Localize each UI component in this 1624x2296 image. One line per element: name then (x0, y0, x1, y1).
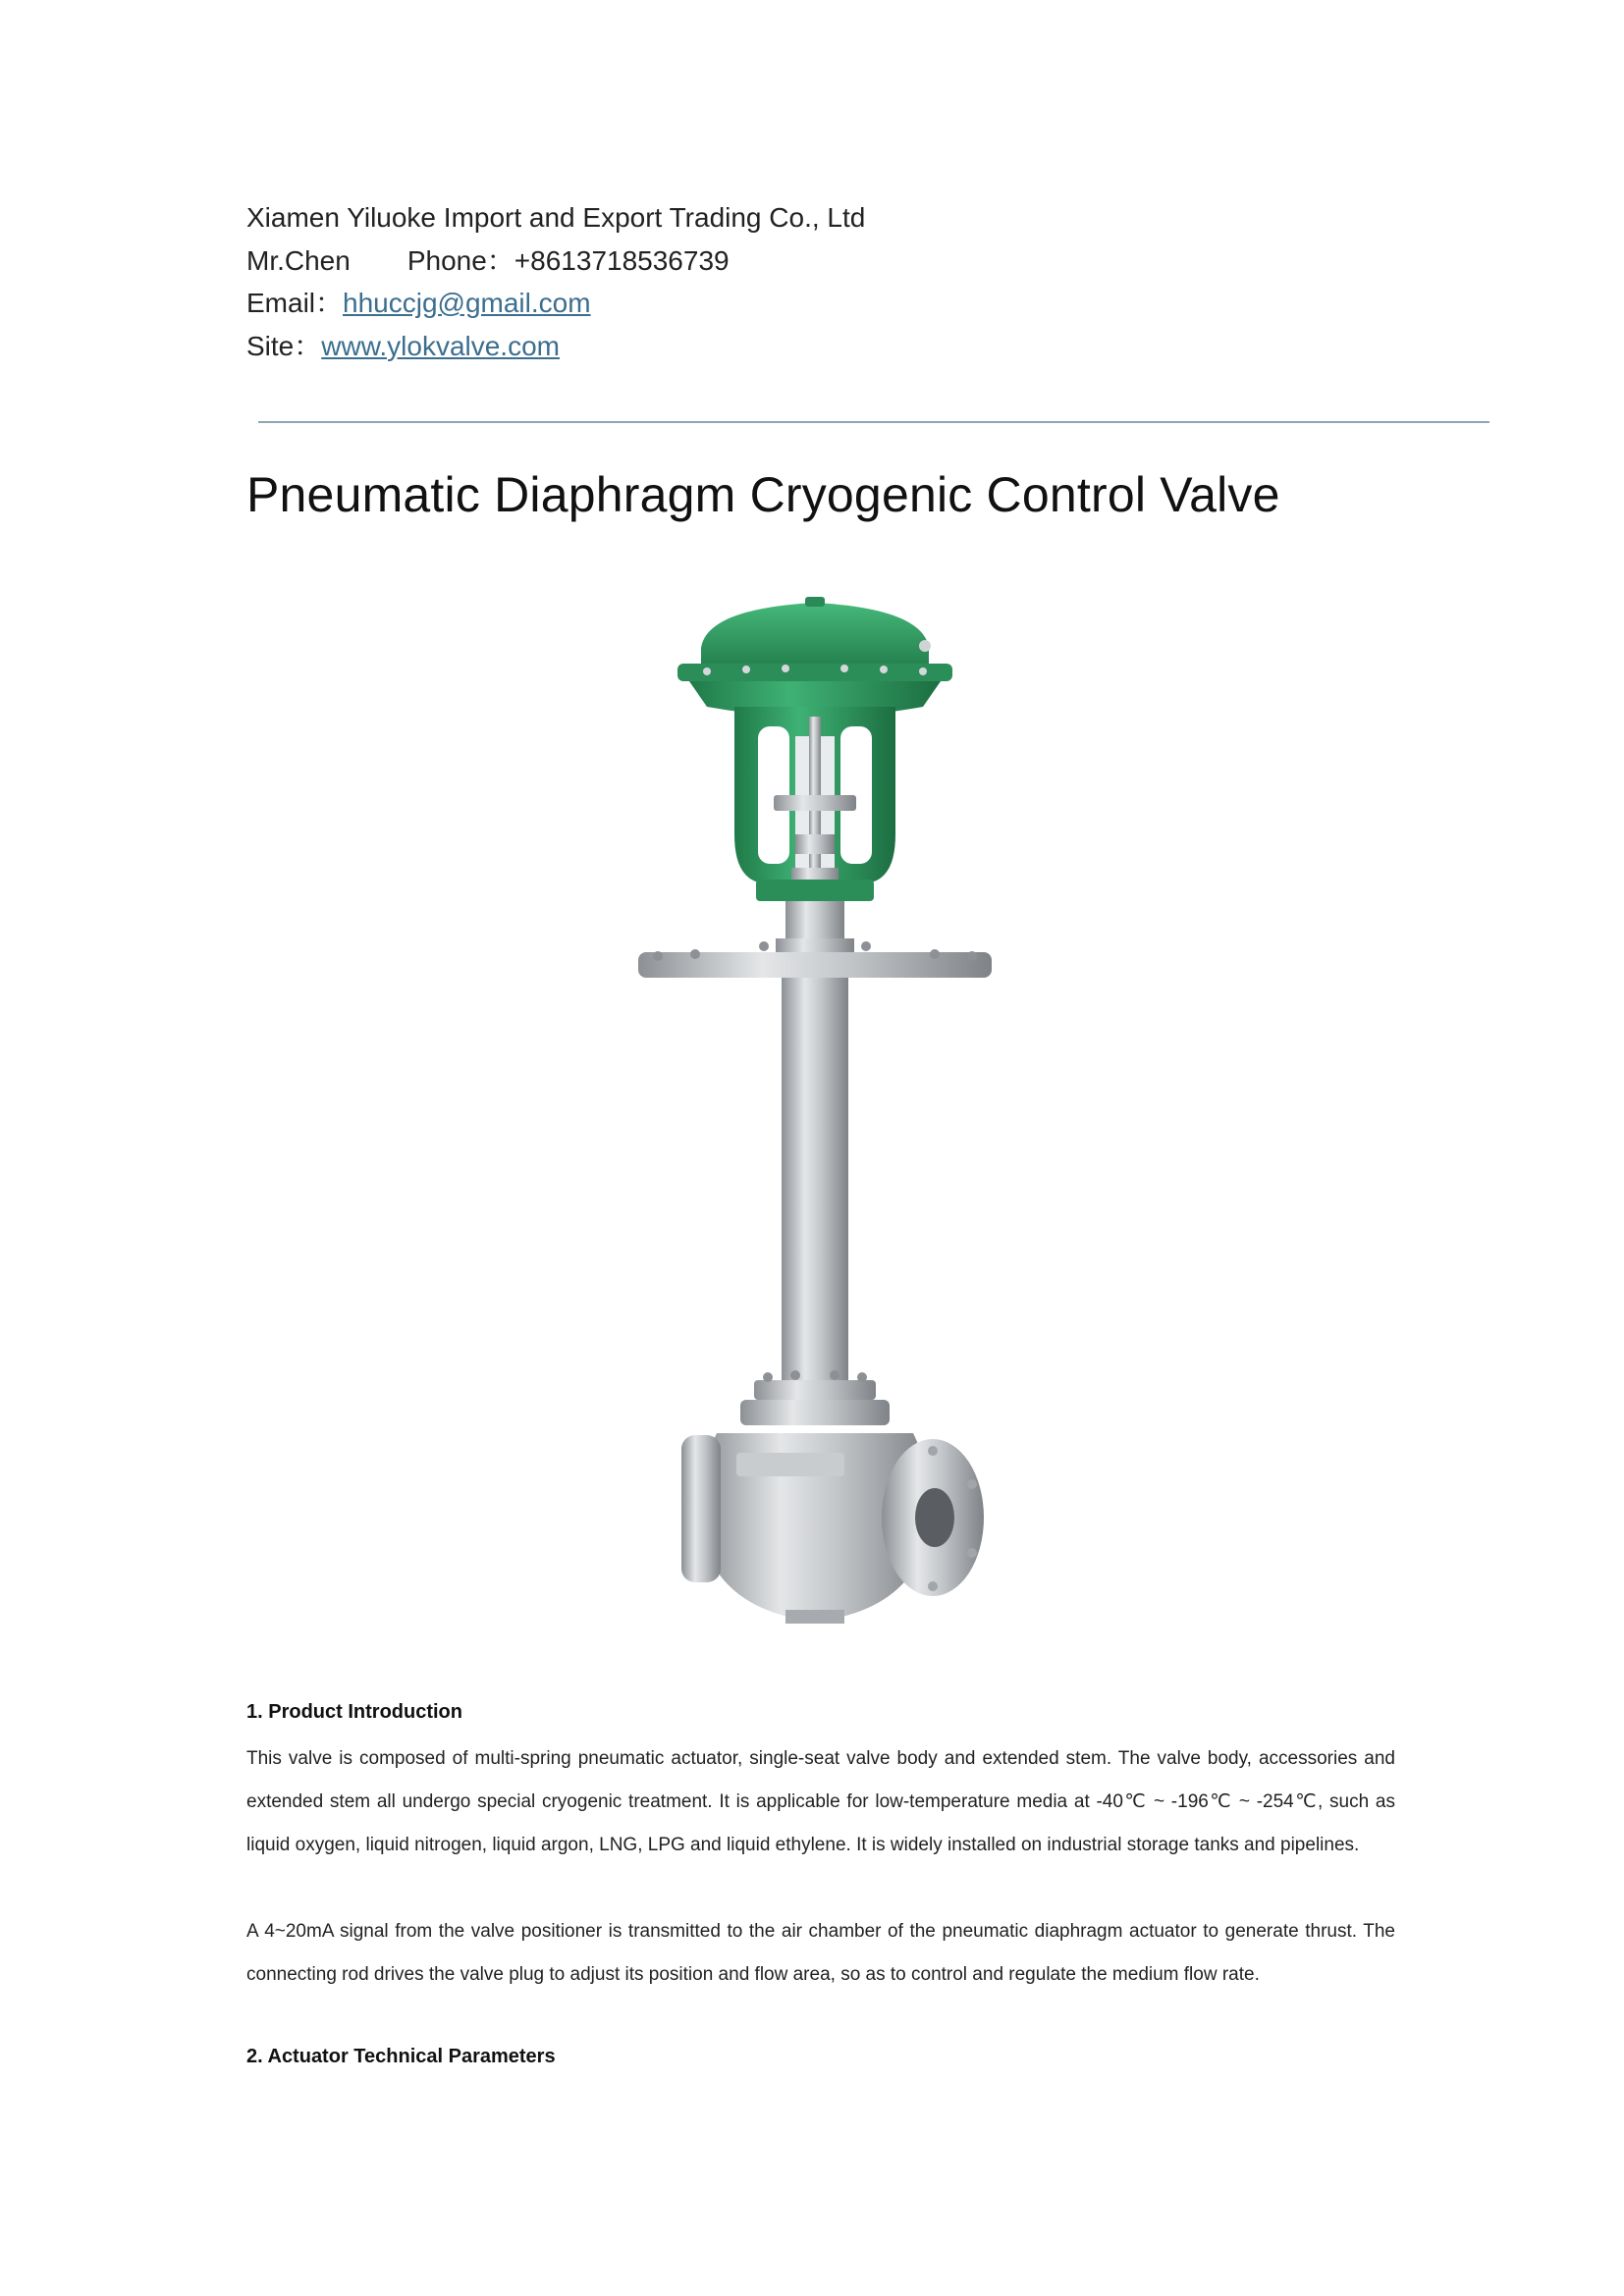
section-heading-product-introduction: 1. Product Introduction (246, 1701, 462, 1723)
email-row (246, 282, 865, 325)
section-heading-actuator-parameters: 2. Actuator Technical Parameters (246, 2046, 556, 2067)
email-label: Email： (246, 288, 344, 318)
site-link[interactable]: www.ylokvalve.com (321, 330, 560, 361)
intro-paragraph-2: A 4~20mA signal from the valve positioner is transmitted to the air chamber of the pneumatic diaphragm actuator to generate thrust. The connecting rod drives the valve plug to adjust its position and flow area, so as to control and regulate the medium flow rate. (246, 1921, 1395, 1985)
email-link[interactable]: hhuccjg@gmail.com (343, 288, 591, 318)
header-divider (258, 421, 1489, 423)
phone-label: Phone： (406, 244, 514, 276)
contact-name: Mr.Chen (246, 244, 351, 276)
site-row (246, 325, 865, 368)
intro-paragraph-1: This valve is composed of multi-spring pneumatic actuator, single-seat valve body and extended stem. The valve body, accessories and extended stem all undergo special cryogenic treatment. It is applicable for low-temperature media at -40℃ ~ -196℃ ~ -254℃, such as liquid oxygen, liquid nitrogen, liquid argon, LNG, LPG and liquid ethylene. It is widely installed on industrial storage tanks and pipelines. (246, 1748, 1395, 1855)
company-name: Xiamen Yiluoke Import and Export Trading Co., Ltd (246, 202, 866, 233)
contact-row (246, 240, 865, 283)
valve-product-image (638, 589, 992, 1649)
page-title: Pneumatic Diaphragm Cryogenic Control Valve (246, 467, 1280, 522)
phone-number: +8613718536739 (514, 244, 730, 276)
company-header (246, 196, 865, 367)
site-label: Site： (246, 330, 322, 361)
